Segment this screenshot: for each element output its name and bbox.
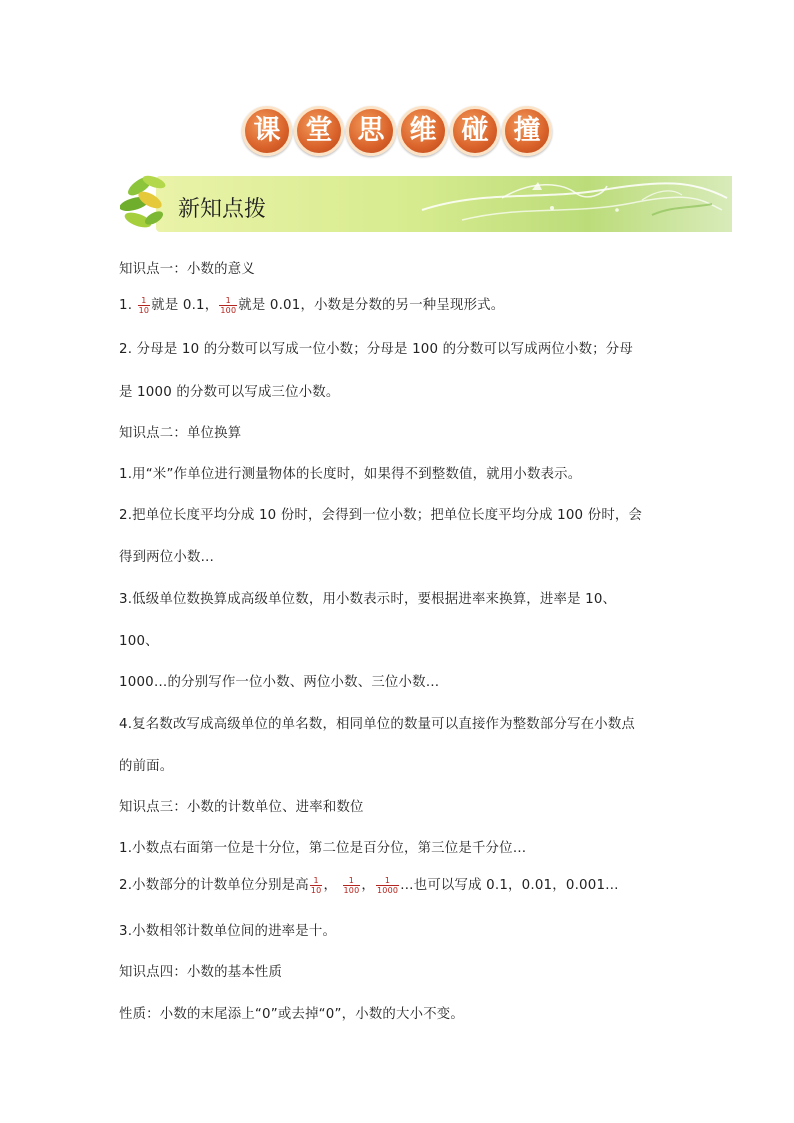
line-text: 就是 0.01，小数是分数的另一种呈现形式。	[238, 298, 505, 313]
fraction	[138, 296, 151, 315]
paragraph-line: 性质：小数的末尾添上“0”或去掉“0”，小数的大小不变。	[119, 1007, 464, 1022]
title-char: 维	[398, 106, 448, 156]
paragraph-line: 的前面。	[119, 759, 174, 774]
fraction	[376, 876, 399, 895]
line-text: 2.小数部分的计数单位分别是高	[119, 878, 309, 893]
fraction-denominator: 10	[310, 885, 322, 895]
paragraph-line	[119, 874, 619, 895]
banner-title: 新知点拨	[178, 197, 267, 222]
line-text: ，	[323, 878, 338, 893]
fraction	[219, 296, 237, 315]
title-char: 碰	[450, 106, 500, 156]
paragraph-line: 1000…的分别写作一位小数、两位小数、三位小数…	[119, 675, 440, 690]
fraction-denominator: 1000	[376, 885, 399, 895]
title-char: 课	[242, 106, 292, 156]
section-heading: 知识点三：小数的计数单位、进率和数位	[119, 800, 364, 815]
paragraph-line	[119, 294, 504, 315]
leaves-icon	[120, 170, 180, 236]
fraction-numerator: 1	[376, 876, 399, 886]
fraction-denominator: 100	[220, 305, 237, 315]
fraction-numerator: 1	[138, 296, 151, 306]
line-text: …也可以写成 0.1，0.01，0.001…	[400, 878, 619, 893]
line-text: 就是 0.1，	[151, 298, 219, 313]
paragraph-line: 得到两位小数…	[119, 550, 215, 565]
paragraph-line: 4.复名数改写成高级单位的单名数，相同单位的数量可以直接作为整数部分写在小数点	[119, 717, 636, 732]
section-heading: 知识点一：小数的意义	[119, 262, 255, 277]
paragraph-line: 是 1000 的分数可以写成三位小数。	[119, 385, 340, 400]
title-char: 撞	[502, 106, 552, 156]
swirl-decoration-icon	[402, 170, 732, 236]
paragraph-line: 3.低级单位数换算成高级单位数，用小数表示时，要根据进率来换算，进率是 10、	[119, 592, 617, 607]
paragraph-line: 1.小数点右面第一位是十分位，第二位是百分位，第三位是千分位…	[119, 841, 527, 856]
paragraph-line: 1.用“米”作单位进行测量物体的长度时，如果得不到整数值，就用小数表示。	[119, 467, 582, 482]
paragraph-line: 100、	[119, 634, 159, 649]
fraction-denominator: 10	[138, 305, 150, 315]
section-banner	[120, 170, 732, 236]
section-heading: 知识点四：小数的基本性质	[119, 965, 283, 980]
line-text: 1.	[119, 298, 137, 313]
line-text: ，	[361, 878, 375, 893]
paragraph-line: 2.把单位长度平均分成 10 份时，会得到一位小数；把单位长度平均分成 100 份时，会	[119, 508, 643, 523]
fraction-denominator: 100	[343, 885, 360, 895]
paragraph-line: 2. 分母是 10 的分数可以写成一位小数；分母是 100 的分数可以写成两位小数；分母	[119, 342, 633, 357]
fraction-numerator: 1	[343, 876, 361, 886]
lesson-title	[0, 106, 794, 156]
fraction-numerator: 1	[219, 296, 237, 306]
title-char: 堂	[294, 106, 344, 156]
title-char: 思	[346, 106, 396, 156]
section-heading: 知识点二：单位换算	[119, 426, 242, 441]
fraction-numerator: 1	[310, 876, 323, 886]
fraction	[343, 876, 361, 895]
fraction	[310, 876, 323, 895]
paragraph-line: 3.小数相邻计数单位间的进率是十。	[119, 924, 337, 939]
